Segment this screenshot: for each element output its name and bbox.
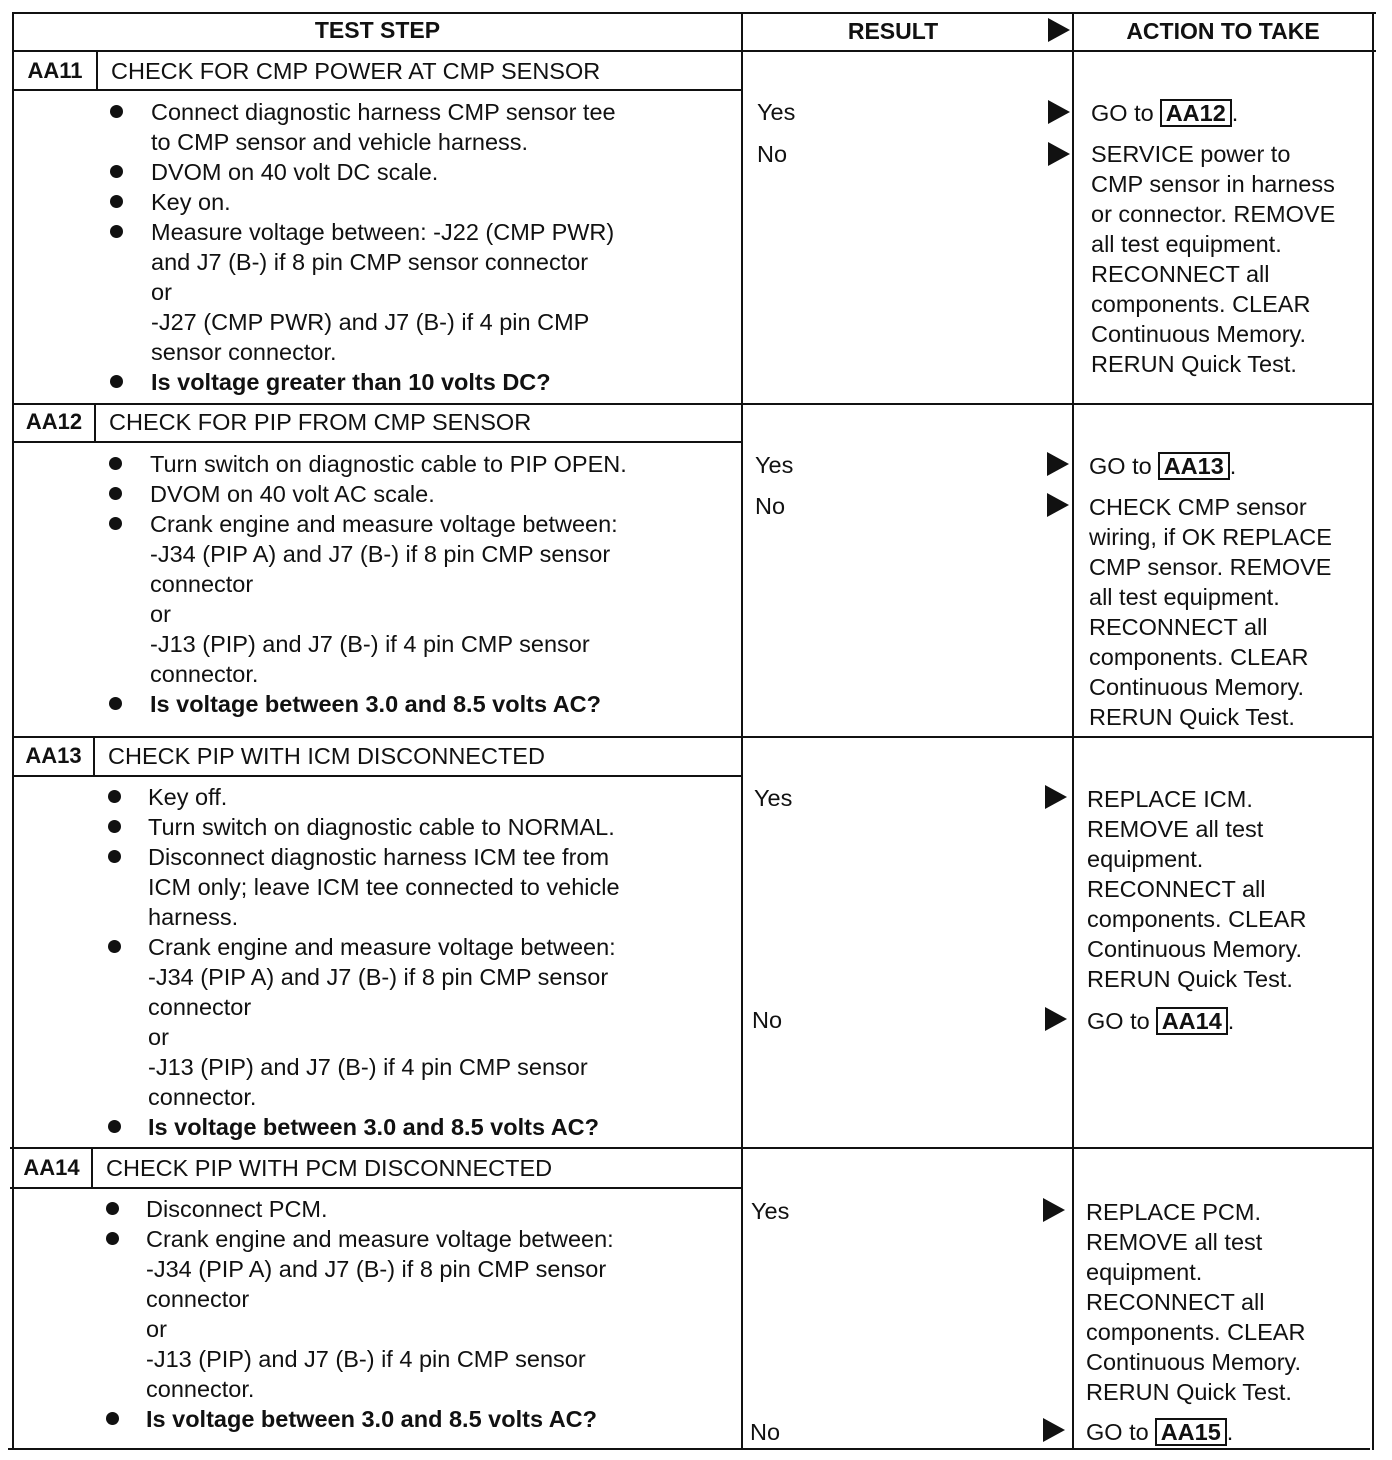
action-line: Continuous Memory. <box>1086 1349 1302 1375</box>
bullet-icon <box>106 1412 119 1425</box>
instruction-line: or <box>146 1316 167 1342</box>
action-line: or connector. REMOVE <box>1091 201 1336 227</box>
title-underline <box>12 89 743 91</box>
step-reference: AA13 <box>1158 452 1230 480</box>
instruction-line: Key off. <box>148 784 228 810</box>
instruction-line: Crank engine and measure voltage between: <box>148 934 616 960</box>
bullet-icon <box>108 820 121 833</box>
bullet-icon <box>109 517 122 530</box>
instruction-line: -J34 (PIP A) and J7 (B-) if 8 pin CMP sensor <box>150 541 611 567</box>
goto-suffix: . <box>1229 453 1237 479</box>
instruction-line: Disconnect diagnostic harness ICM tee from <box>148 844 610 870</box>
arrow-icon <box>1048 142 1070 166</box>
instruction-line: connector <box>148 994 252 1020</box>
bullet-icon <box>106 1232 119 1245</box>
action-line: components. CLEAR <box>1086 1319 1306 1345</box>
header-test-step: TEST STEP <box>314 17 441 43</box>
action-line: equipment. <box>1086 1259 1203 1285</box>
result-yes: Yes <box>757 99 796 125</box>
action-line: REMOVE all test <box>1086 1229 1263 1255</box>
action-line: components. CLEAR <box>1087 906 1307 932</box>
code-box-border <box>96 50 98 91</box>
bullet-icon <box>108 790 121 803</box>
action-line: components. CLEAR <box>1089 644 1309 670</box>
action-goto <box>1087 1006 1234 1036</box>
instruction-line: ICM only; leave ICM tee connected to vehicle <box>148 874 620 900</box>
bullet-icon <box>110 225 123 238</box>
bullet-icon <box>109 487 122 500</box>
step-title: CHECK PIP WITH PCM DISCONNECTED <box>106 1155 553 1181</box>
instruction-line: -J27 (CMP PWR) and J7 (B-) if 4 pin CMP <box>151 309 590 335</box>
bullet-icon <box>108 940 121 953</box>
header-bottom-border <box>14 50 1376 52</box>
question-line: Is voltage greater than 10 volts DC? <box>151 369 551 395</box>
result-yes: Yes <box>754 785 793 811</box>
instruction-line: or <box>151 279 172 305</box>
instruction-line: DVOM on 40 volt AC scale. <box>150 481 435 507</box>
instruction-line: to CMP sensor and vehicle harness. <box>151 129 529 155</box>
title-underline <box>10 1187 743 1189</box>
instruction-line: or <box>150 601 171 627</box>
bullet-icon <box>108 850 121 863</box>
step-reference: AA12 <box>1160 99 1232 127</box>
row-separator <box>10 1147 1374 1149</box>
goto-text: GO to <box>1087 1008 1150 1034</box>
instruction-line: connector <box>150 571 254 597</box>
goto-suffix: . <box>1231 100 1239 126</box>
arrow-icon <box>1043 1418 1065 1442</box>
title-underline <box>12 441 743 443</box>
bullet-icon <box>110 375 123 388</box>
instruction-line: Turn switch on diagnostic cable to NORMAL. <box>148 814 615 840</box>
goto-suffix: . <box>1226 1419 1234 1445</box>
result-no: No <box>752 1007 783 1033</box>
step-code: AA14 <box>23 1155 80 1180</box>
instruction-line: connector. <box>150 661 259 687</box>
action-line: REPLACE ICM. <box>1087 786 1253 812</box>
instruction-line: -J13 (PIP) and J7 (B-) if 4 pin CMP sensor <box>148 1054 588 1080</box>
step-code: AA12 <box>25 409 83 434</box>
question-line: Is voltage between 3.0 and 8.5 volts AC? <box>150 691 601 717</box>
action-line: components. CLEAR <box>1091 291 1311 317</box>
instruction-line: Crank engine and measure voltage between: <box>146 1226 614 1252</box>
step-title: CHECK PIP WITH ICM DISCONNECTED <box>108 743 545 769</box>
instruction-line: harness. <box>148 904 239 930</box>
goto-text: GO to <box>1086 1419 1149 1445</box>
action-line: Continuous Memory. <box>1089 674 1305 700</box>
step-title: CHECK FOR PIP FROM CMP SENSOR <box>109 409 532 435</box>
result-column-left-border <box>741 12 743 1450</box>
arrow-icon <box>1047 452 1069 476</box>
action-line: RERUN Quick Test. <box>1087 966 1293 992</box>
instruction-line: -J13 (PIP) and J7 (B-) if 4 pin CMP sensor <box>146 1346 586 1372</box>
instruction-line: Disconnect PCM. <box>146 1196 328 1222</box>
title-underline <box>12 775 743 777</box>
action-line: equipment. <box>1087 846 1204 872</box>
question-line: Is voltage between 3.0 and 8.5 volts AC? <box>146 1406 597 1432</box>
table-top-border <box>14 12 1376 14</box>
instruction-line: Key on. <box>151 189 231 215</box>
table-right-border <box>1372 12 1374 1450</box>
instruction-line: -J34 (PIP A) and J7 (B-) if 8 pin CMP sensor <box>148 964 609 990</box>
action-line: CHECK CMP sensor <box>1089 494 1307 520</box>
instruction-line: Connect diagnostic harness CMP sensor tee <box>151 99 616 125</box>
instruction-line: and J7 (B-) if 8 pin CMP sensor connector <box>151 249 589 275</box>
action-line: REPLACE PCM. <box>1086 1199 1261 1225</box>
arrow-icon <box>1045 785 1067 809</box>
step-reference: AA14 <box>1156 1007 1228 1035</box>
bullet-icon <box>110 195 123 208</box>
arrow-icon <box>1048 100 1070 124</box>
question-line: Is voltage between 3.0 and 8.5 volts AC? <box>148 1114 599 1140</box>
table-bottom-border <box>8 1448 1370 1450</box>
step-code: AA13 <box>25 743 82 768</box>
bullet-icon <box>108 1120 121 1133</box>
action-line: RERUN Quick Test. <box>1089 704 1295 730</box>
bullet-icon <box>109 697 122 710</box>
step-title: CHECK FOR CMP POWER AT CMP SENSOR <box>111 58 601 84</box>
result-yes: Yes <box>755 452 794 478</box>
code-box-border <box>91 1147 93 1189</box>
code-box-border <box>94 403 96 443</box>
action-line: RECONNECT all <box>1089 614 1268 640</box>
bullet-icon <box>109 457 122 470</box>
instruction-line: or <box>148 1024 169 1050</box>
header-result: RESULT <box>847 18 939 44</box>
action-column-left-border <box>1072 12 1074 1450</box>
action-line: RERUN Quick Test. <box>1086 1379 1292 1405</box>
instruction-line: Measure voltage between: -J22 (CMP PWR) <box>151 219 615 245</box>
result-no: No <box>750 1419 781 1445</box>
instruction-line: sensor connector. <box>151 339 337 365</box>
instruction-line: -J34 (PIP A) and J7 (B-) if 8 pin CMP sensor <box>146 1256 607 1282</box>
action-line: CMP sensor in harness <box>1091 171 1335 197</box>
result-yes: Yes <box>751 1198 790 1224</box>
action-line: Continuous Memory. <box>1087 936 1303 962</box>
header-arrow-icon <box>1048 18 1070 42</box>
instruction-line: connector. <box>148 1084 257 1110</box>
bullet-icon <box>106 1202 119 1215</box>
action-line: REMOVE all test <box>1087 816 1264 842</box>
table-left-border <box>12 12 14 1450</box>
bullet-icon <box>110 165 123 178</box>
arrow-icon <box>1043 1198 1065 1222</box>
goto-suffix: . <box>1227 1008 1235 1034</box>
row-separator <box>12 736 1374 738</box>
instruction-line: DVOM on 40 volt DC scale. <box>151 159 439 185</box>
arrow-icon <box>1045 1007 1067 1031</box>
action-line: RECONNECT all <box>1086 1289 1265 1315</box>
action-line: wiring, if OK REPLACE <box>1089 524 1332 550</box>
instruction-line: Crank engine and measure voltage between: <box>150 511 618 537</box>
result-no: No <box>757 141 788 167</box>
action-line: SERVICE power to <box>1091 141 1291 167</box>
instruction-line: Turn switch on diagnostic cable to PIP OPEN. <box>150 451 627 477</box>
instruction-line: connector <box>146 1286 250 1312</box>
instruction-line: -J13 (PIP) and J7 (B-) if 4 pin CMP sensor <box>150 631 590 657</box>
result-no: No <box>755 493 786 519</box>
header-action: ACTION TO TAKE <box>1126 18 1320 44</box>
row-separator <box>12 403 1374 405</box>
action-line: all test equipment. <box>1091 231 1282 257</box>
action-line: CMP sensor. REMOVE <box>1089 554 1332 580</box>
action-line: RERUN Quick Test. <box>1091 351 1297 377</box>
arrow-icon <box>1047 493 1069 517</box>
goto-text: GO to <box>1091 100 1154 126</box>
action-goto <box>1089 451 1236 481</box>
action-line: RECONNECT all <box>1091 261 1270 287</box>
action-goto <box>1086 1417 1233 1447</box>
instruction-line: connector. <box>146 1376 255 1402</box>
action-goto <box>1091 98 1238 128</box>
bullet-icon <box>110 105 123 118</box>
action-line: RECONNECT all <box>1087 876 1266 902</box>
action-line: all test equipment. <box>1089 584 1280 610</box>
code-box-border <box>93 736 95 777</box>
step-reference: AA15 <box>1155 1418 1227 1446</box>
step-code: AA11 <box>27 58 83 83</box>
action-line: Continuous Memory. <box>1091 321 1307 347</box>
goto-text: GO to <box>1089 453 1152 479</box>
